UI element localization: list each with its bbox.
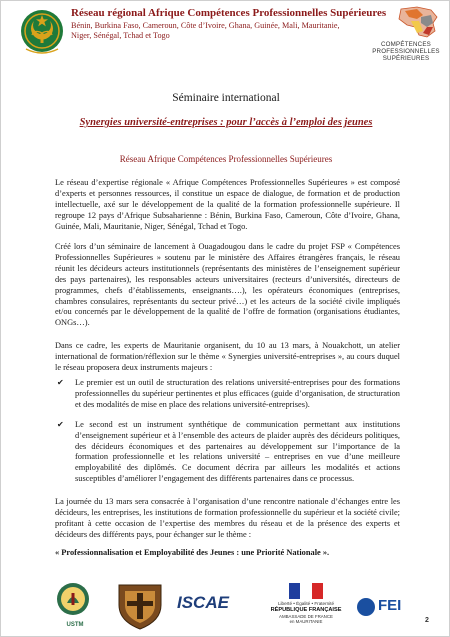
instrument-list (55, 378, 400, 485)
fei-label: FEI (378, 597, 402, 614)
seminar-title: Séminaire international (172, 92, 280, 104)
org-countries (71, 21, 367, 41)
network-name: Réseau Afrique Compétences Professionnelles Supérieures (119, 154, 333, 164)
cps-logo (365, 5, 447, 73)
paragraph-creation: Créé lors d’un séminaire de lancement à Ouagadougou dans le cadre du projet FSP « Compétences Professionnelles Supérieures » soutenu par le ministère des Affaires étrangères français, le réseau réunit les décideurs acteurs institutionnels (représentants des ministères de l’enseignement supérieur des pays partenaires), les responsables acteurs universitaires (recteurs d’universités, directeurs de programmes, chefs d’établissements, enseignants….), les opérateurs économiques (entreprises, chambres consulaires, représentants du secteur privé…) et les acteurs de la société civile impliqués et/ou concernés par le développement de la qualité de l’offre de formation (organisations étudiantes, ONGs…). (55, 242, 400, 328)
paragraph-intro: Le réseau d’expertise régionale « Afrique Compétences Professionnelles Supérieures » est composé d’experts et personnes ressources, il constitue un espace de dialogue, de formation et de production intellectuelle, axé sur le développement de la qualité de la formation professionnelle supérieure. Il regroupe 12 pays d’Afrique Subsaharienne : Bénin, Burkina Faso, Cameroun, Côte d’Ivoire, Ghana, Guinée, Mali, Mauritanie, Niger, Sénégal, Tchad et Togo. (55, 178, 400, 231)
paragraph-workshop: Dans ce cadre, les experts de Mauritanie organisent, du 10 au 13 mars, à Nouakchott, un atelier international de formation/réflexion sur le thème « Synergies université-entreprises », au cours duquel le réseau proposera deux instruments majeurs : (55, 341, 400, 372)
french-embassy-logo (265, 583, 347, 629)
french-flag-icon (289, 583, 323, 599)
check-icon: ✔ (57, 419, 64, 429)
countries-line-1: Bénin, Burkina Faso, Cameroun, Côte d’Ivoire, Ghana, Guinée, Mali, Mauritanie, (71, 21, 340, 30)
check-icon: ✔ (57, 378, 64, 387)
logo-line-1: COMPÉTENCES (381, 41, 431, 48)
iscae-logo: ISCAE (177, 593, 229, 612)
page-number: 2 (425, 617, 429, 624)
list-item (55, 378, 400, 411)
list-item (55, 420, 400, 485)
header-text (71, 7, 387, 41)
countries-line-2: Niger, Sénégal, Tchad et Togo (71, 31, 170, 40)
rf-motto: Liberté • Égalité • Fraternité (277, 601, 335, 606)
ustm-label: USTM (66, 622, 84, 628)
ustm-seal-icon (55, 581, 91, 617)
bullet-text: Le second est un instrument synthétique de communication permettant aux institutions d’enseignement supérieur et à l’ensemble des acteurs de plaider auprès des décideurs politiques, des décideurs économiques et des partenaires au développement sur l’importance de la formation professionnelle et les relations université – entreprises en vue d’une meilleure employabilité des diplômés. Ce document décrira par ailleurs les modalités et actions susceptibles d’améliorer l’engagement des différents partenaires dans ce processus. (75, 419, 400, 484)
university-shield-icon (113, 581, 167, 631)
theme-quote: « Professionnalisation et Employabilité des Jeunes : une Priorité Nationale ». (55, 548, 330, 557)
seminar-subtitle: Synergies université-entreprises : pour l’accès à l’emploi des jeunes (79, 117, 373, 128)
africa-map-icon (387, 5, 445, 39)
rf-name: RÉPUBLIQUE FRANÇAISE (270, 607, 342, 613)
paragraph-national-meeting: La journée du 13 mars sera consacrée à l’organisation d’une rencontre nationale d’échanges entre les décideurs, les entreprises, les institutions de formation professionnelle du supérieur et la société civile; profitant à cette occasion de l’expertise des membres du réseau et de la présence des experts et décideurs des différents pays, pour échanger sur le thème : (55, 497, 400, 539)
ustm-logo (55, 581, 95, 631)
fei-globe-icon (357, 598, 375, 616)
logo-line-2: PROFESSIONNELLES (372, 48, 440, 55)
mauritania-emblem-icon (20, 7, 64, 57)
rf-embassy-line-1: AMBASSADE DE FRANCE (279, 613, 333, 619)
partner-logos (1, 573, 450, 633)
fei-logo (357, 595, 411, 621)
logo-line-3: SUPÉRIEURES (382, 55, 430, 62)
org-title: Réseau régional Afrique Compétences Professionnelles Supérieures (71, 7, 387, 19)
rf-embassy-line-2: en MAURITANIE (289, 619, 323, 624)
bullet-text: Le premier est un outil de structuration des relations université-entreprises pour des formations professionnelles du supérieur pertinentes et plus efficaces (guide d’organisation, de structuration et des modalités de mise en place des relations université-entreprises). (75, 378, 400, 409)
